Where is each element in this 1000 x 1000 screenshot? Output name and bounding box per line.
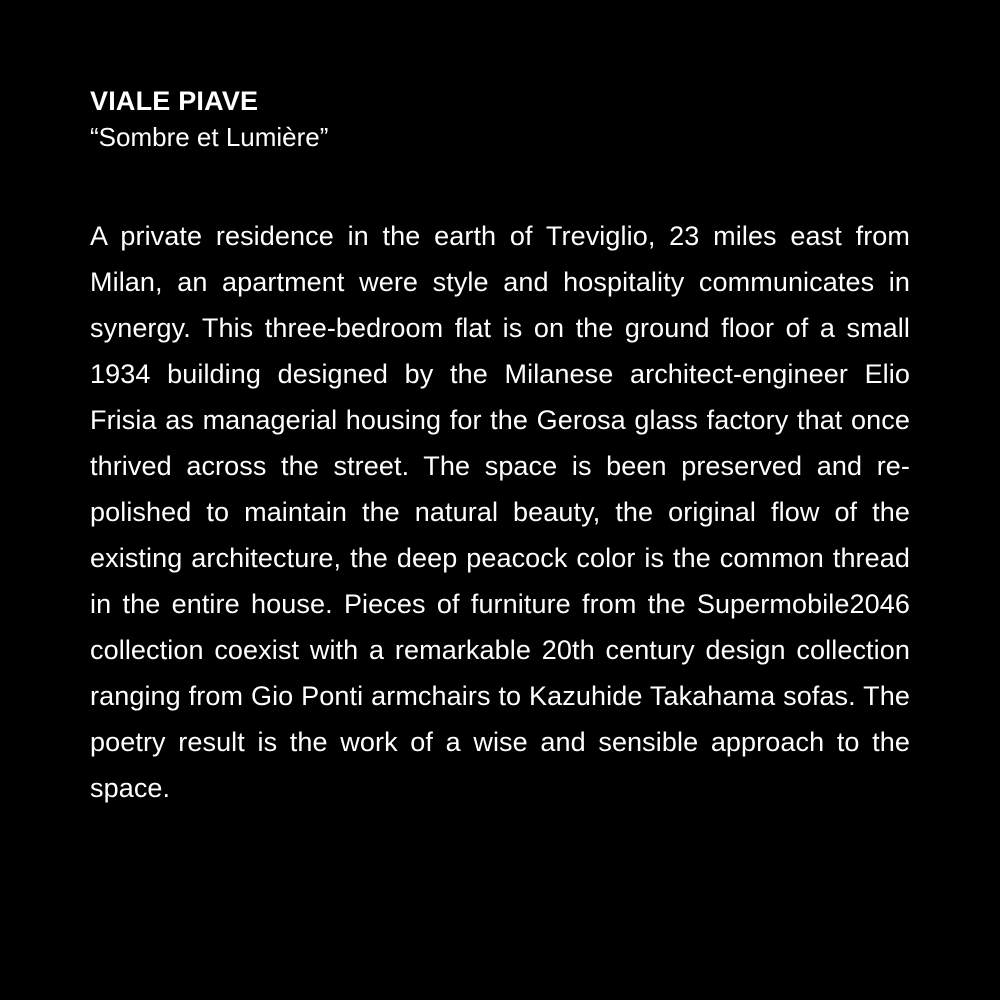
- page-subtitle: “Sombre et Lumière”: [90, 122, 329, 152]
- body-paragraph: A private residence in the earth of Treviglio, 23 miles east from Milan, an apartment were style and hospitality communicates in synergy. This three-bedroom flat is on the ground floor of a small 1934 building designed by the Milanese architect-engineer Elio Frisia as managerial housing for the Gerosa glass factory that once thrived across the street. The space is been preserved and re-polished to maintain the natural beauty, the original flow of the existing architecture, the deep peacock color is the common thread in the entire house. Pieces of furniture from the Supermobile2046 collection coexist with a remarkable 20th century design collection ranging from Gio Ponti armchairs to Kazuhide Takahama sofas. The poetry result is the work of a wise and sensible approach to the space.: [90, 221, 910, 803]
- page-title: VIALE PIAVE: [90, 86, 259, 116]
- text-block: [90, 83, 910, 811]
